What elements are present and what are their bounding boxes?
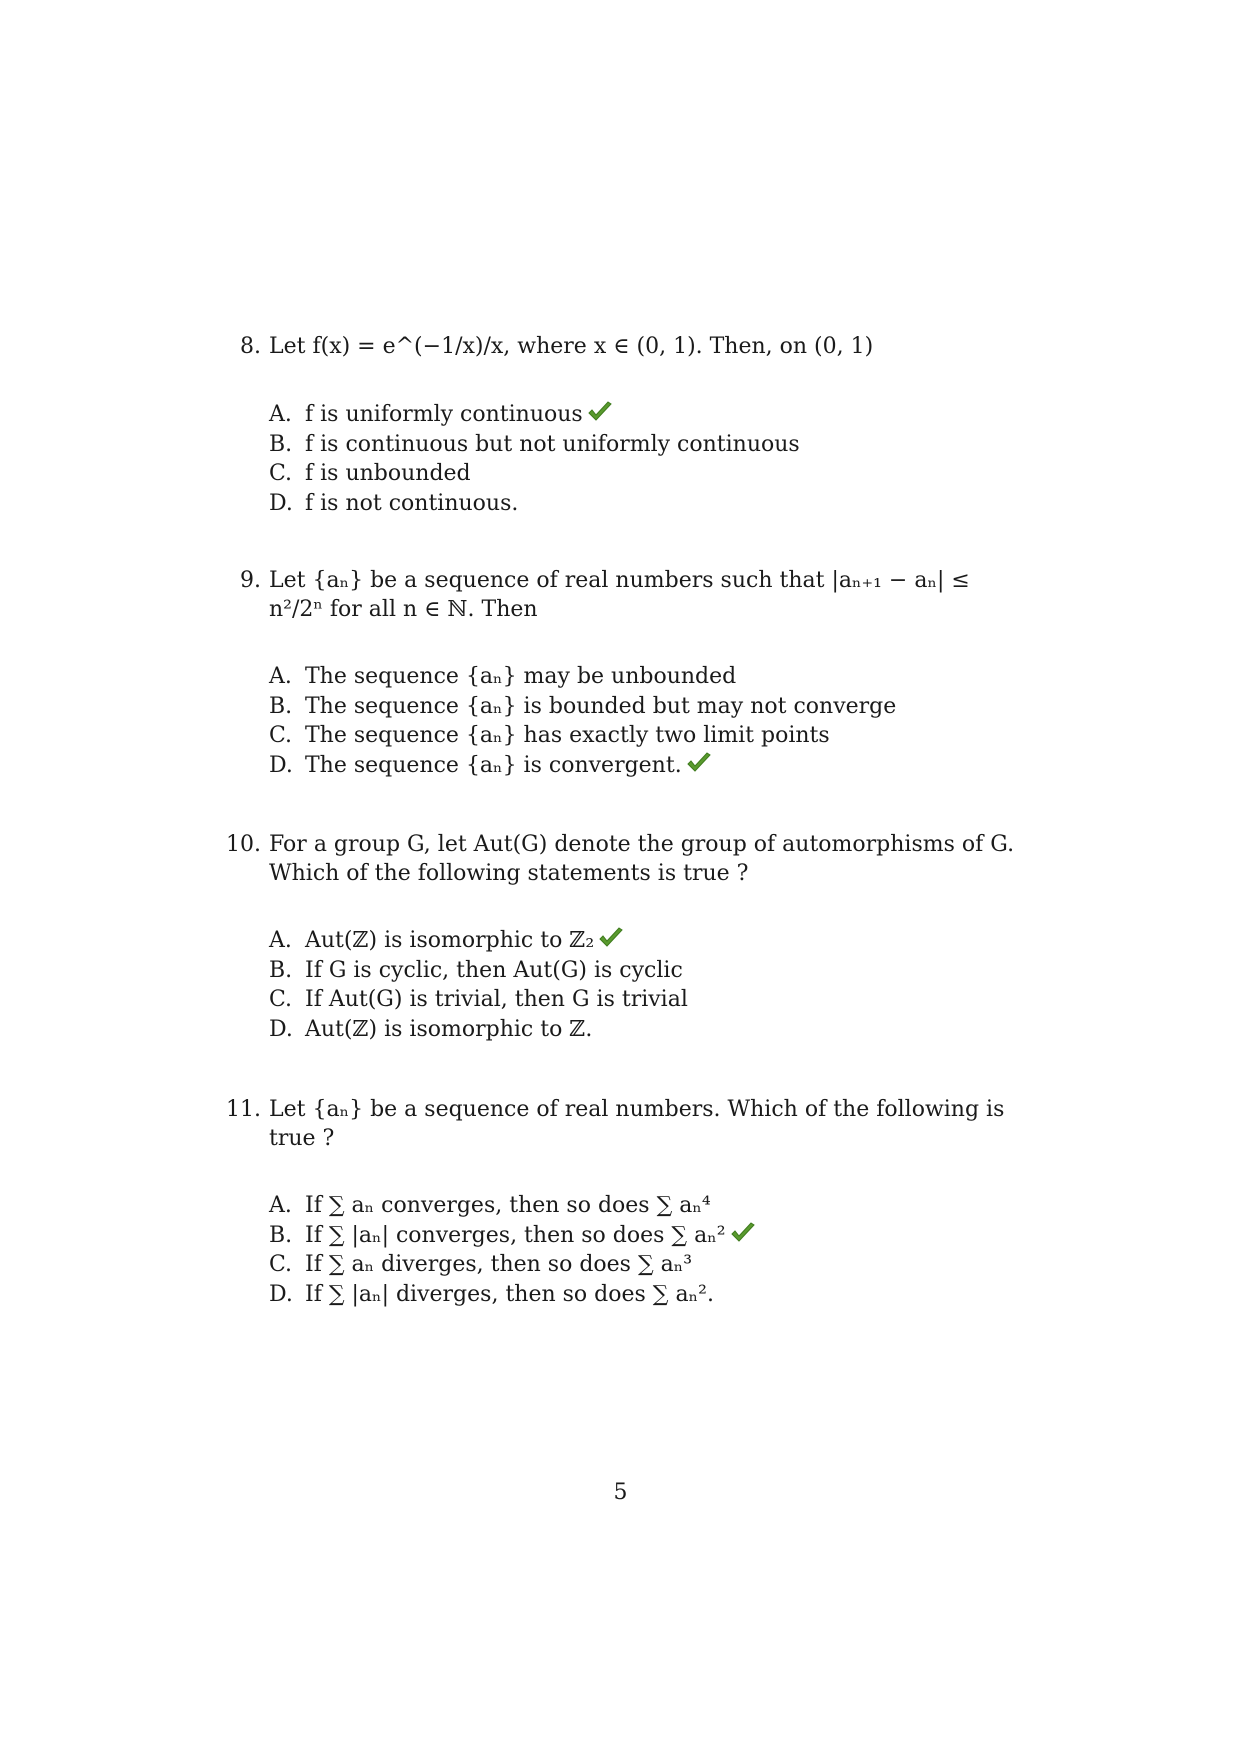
option-letter: A.	[269, 928, 292, 953]
option-c[interactable]	[269, 721, 1015, 751]
checkmark-icon	[686, 752, 712, 774]
checkmark-icon	[730, 1222, 756, 1244]
option-text: f is not continuous.	[305, 490, 519, 516]
option-letter: B.	[269, 957, 293, 983]
option-c[interactable]	[269, 459, 1015, 489]
options-list	[269, 400, 1015, 518]
option-d[interactable]	[269, 1280, 1015, 1310]
question-stem: Let {aₙ} be a sequence of real numbers such that |aₙ₊₁ − aₙ| ≤ n²/2ⁿ for all n ∈ ℕ. Then	[269, 568, 970, 622]
option-a[interactable]	[269, 662, 1015, 692]
question-11	[225, 1095, 1015, 1309]
option-letter: D.	[269, 490, 293, 516]
option-text: Aut(ℤ) is isomorphic to ℤ₂	[305, 928, 595, 953]
option-text: f is continuous but not uniformly continuous	[305, 431, 800, 457]
option-b[interactable]	[269, 430, 1015, 460]
option-text: If G is cyclic, then Aut(G) is cyclic	[305, 957, 683, 983]
checkmark-icon	[598, 927, 624, 949]
question-stem: Let {aₙ} be a sequence of real numbers. Which of the following is true ?	[269, 1097, 1005, 1151]
option-d[interactable]	[269, 489, 1015, 519]
option-b[interactable]	[269, 692, 1015, 722]
option-letter: C.	[269, 1252, 293, 1277]
question-number: 11.	[226, 1097, 261, 1122]
question-10	[225, 830, 1015, 1044]
option-text: f is unbounded	[305, 461, 471, 486]
option-letter: D.	[269, 1281, 293, 1307]
option-text: If ∑ aₙ diverges, then so does ∑ aₙ³	[305, 1252, 693, 1277]
option-d[interactable]	[269, 751, 1015, 781]
option-text: The sequence {aₙ} has exactly two limit points	[305, 723, 830, 748]
option-letter: C.	[269, 461, 293, 486]
option-letter: C.	[269, 987, 293, 1012]
option-text: The sequence {aₙ} may be unbounded	[305, 664, 737, 689]
options-list	[269, 1191, 1015, 1309]
option-b[interactable]	[269, 1221, 1015, 1251]
option-letter: B.	[269, 693, 293, 719]
option-a[interactable]	[269, 1191, 1015, 1221]
option-letter: B.	[269, 1222, 293, 1248]
option-letter: B.	[269, 431, 293, 457]
option-letter: D.	[269, 1016, 293, 1042]
options-list	[269, 662, 1015, 780]
option-a[interactable]	[269, 926, 1015, 956]
question-9	[225, 566, 1015, 780]
checkmark-icon	[587, 401, 613, 423]
option-text: If Aut(G) is trivial, then G is trivial	[305, 987, 688, 1012]
option-letter: A.	[269, 1193, 292, 1218]
option-letter: C.	[269, 723, 293, 748]
option-text: If ∑ |aₙ| converges, then so does ∑ aₙ²	[305, 1222, 726, 1248]
option-text: The sequence {aₙ} is bounded but may not converge	[305, 693, 897, 719]
question-stem-text: Let f(x) = e^(−1/x)/x, where x ∈ (0, 1). Then, on (0, 1)	[269, 334, 874, 359]
option-letter: A.	[269, 402, 292, 427]
option-letter: D.	[269, 752, 293, 778]
question-stem: For a group G, let Aut(G) denote the group of automorphisms of G. Which of the following statements is true ?	[269, 832, 1015, 886]
page-number: 5	[613, 1480, 628, 1505]
option-d[interactable]	[269, 1015, 1015, 1045]
option-text: The sequence {aₙ} is convergent.	[305, 752, 682, 778]
option-b[interactable]	[269, 956, 1015, 986]
option-letter: A.	[269, 664, 292, 689]
options-list	[269, 926, 1015, 1044]
question-number: 10.	[226, 832, 261, 857]
option-a[interactable]	[269, 400, 1015, 430]
option-text: If ∑ |aₙ| diverges, then so does ∑ aₙ².	[305, 1281, 714, 1307]
option-text: If ∑ aₙ converges, then so does ∑ aₙ⁴	[305, 1193, 711, 1218]
question-8	[225, 332, 1015, 518]
option-c[interactable]	[269, 1250, 1015, 1280]
option-text: Aut(ℤ) is isomorphic to ℤ.	[305, 1016, 593, 1042]
question-number: 8.	[240, 334, 261, 359]
question-stem	[269, 332, 1015, 361]
option-text: f is uniformly continuous	[305, 402, 583, 427]
question-number: 9.	[240, 568, 261, 593]
option-c[interactable]	[269, 985, 1015, 1015]
